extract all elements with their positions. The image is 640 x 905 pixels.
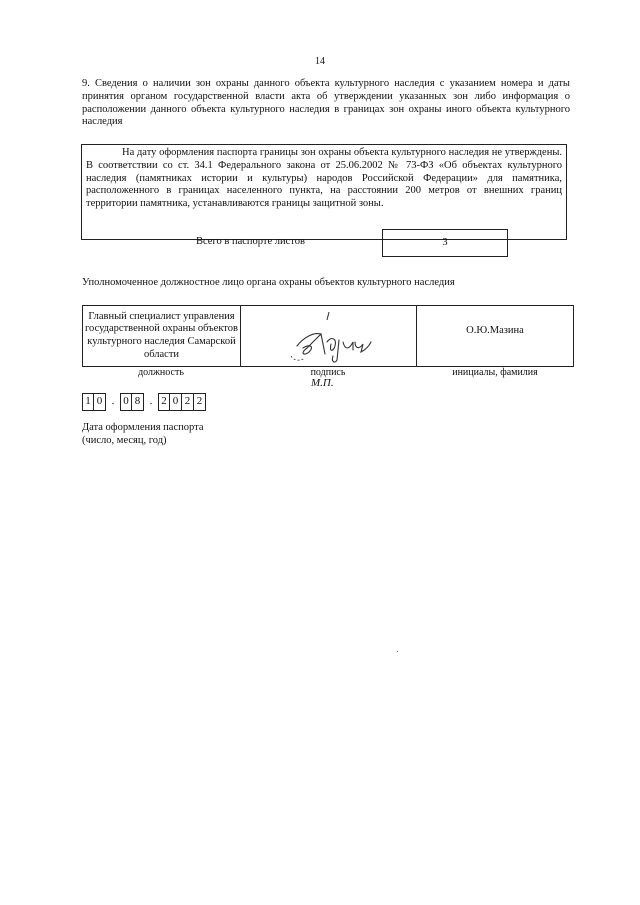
caption-name: инициалы, фамилия xyxy=(416,366,574,379)
issue-date-label-line1: Дата оформления паспорта xyxy=(82,422,204,433)
protection-zone-info-box xyxy=(81,144,567,240)
date-separator: . xyxy=(111,395,115,408)
signature-table xyxy=(82,305,574,367)
date-separator: . xyxy=(149,395,153,408)
date-day-digit-1: 1 xyxy=(82,393,94,411)
date-year-digit-4: 2 xyxy=(194,393,206,411)
date-day-digit-2: 0 xyxy=(94,393,106,411)
authorized-official-label: Уполномоченное должностное лицо органа охраны объектов культурного наследия xyxy=(82,277,455,288)
page-number: 14 xyxy=(315,56,325,67)
date-month-digit-2: 8 xyxy=(132,393,144,411)
date-month-digit-1: 0 xyxy=(120,393,132,411)
sheets-count-value: 3 xyxy=(442,236,448,248)
date-year-digit-1: 2 xyxy=(158,393,170,411)
section-9-heading: 9. Сведения о наличии зон охраны данного объекта культурного наследия с указанием номера и даты принятия органом государственной власти акта об утверждении указанных зон либо информация о расположении данного объекта культурного наследия в границах зон охраны иного объекта культурного наследия xyxy=(82,78,570,128)
scan-speck xyxy=(397,651,398,652)
caption-signature: подпись xyxy=(240,366,416,379)
sheets-count-label: Всего в паспорте листов xyxy=(196,236,305,247)
issue-date-boxes xyxy=(82,393,206,411)
date-year-digit-2: 0 xyxy=(170,393,182,411)
handwritten-signature xyxy=(269,308,389,364)
issue-date-label xyxy=(82,421,203,447)
caption-position: должность xyxy=(82,366,240,379)
official-name: О.Ю.Мазина xyxy=(466,324,524,336)
signature-cell xyxy=(241,306,417,366)
issue-date-label-line2: (число, месяц, год) xyxy=(82,435,167,447)
date-year-digit-3: 2 xyxy=(182,393,194,411)
official-position: Главный специалист управления государственной охраны объектов культурного наследия Самарской области xyxy=(83,306,241,366)
protection-zone-info-text: На дату оформления паспорта границы зон охраны объекта культурного наследия не утверждены. В соответствии со ст. 34.1 Федерального закона от 25.06.2002 № 73-ФЗ «Об объектах культурного наследия (памятниках истории и культуры) народов Российской Федерации» для памятника, расположенного в границах населенного пункта, на расстоянии 200 метров от внешних границ территории памятника, устанавливаются границы защитной зоны. xyxy=(86,147,562,210)
sheets-count-box xyxy=(382,229,508,257)
stamp-mark: М.П. xyxy=(311,377,334,389)
